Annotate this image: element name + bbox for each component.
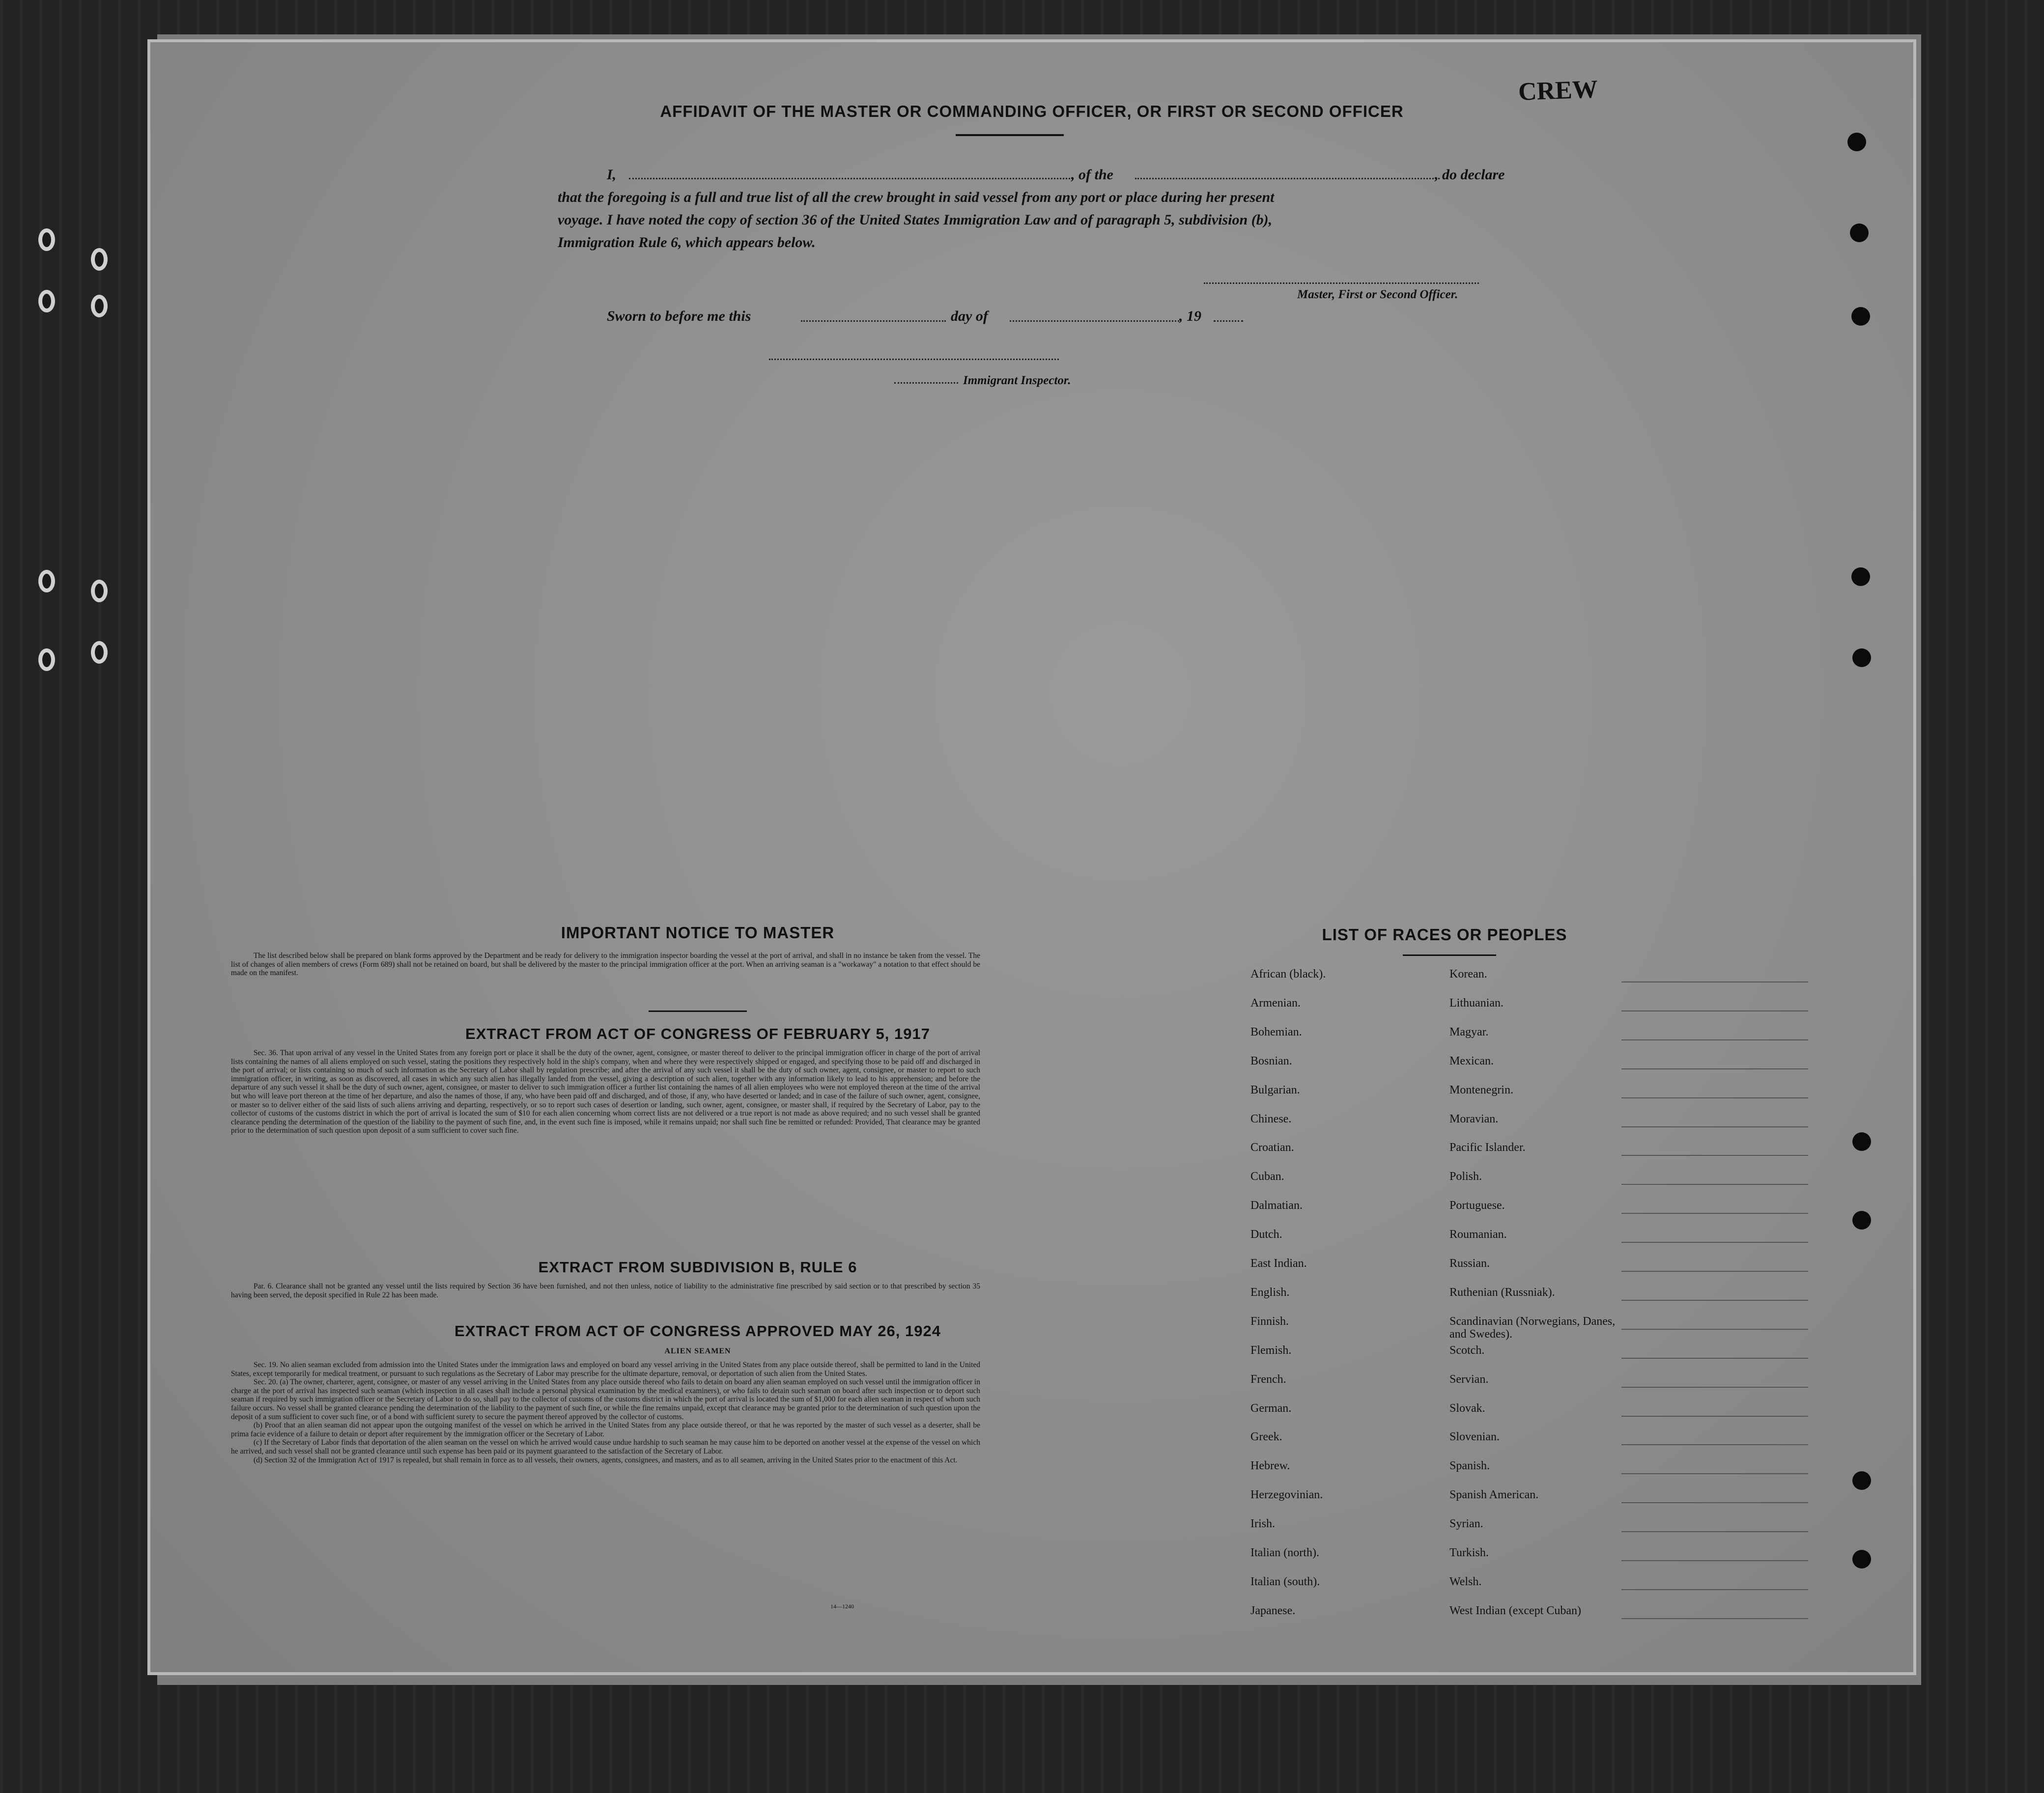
binder-ring-hole — [91, 248, 108, 271]
races-divider — [1403, 954, 1496, 956]
race-item: African (black). — [1250, 968, 1326, 981]
extract-1924-text — [231, 1361, 980, 1464]
affidavit-declare: , do declare — [1435, 167, 1505, 183]
race-item: Spanish. — [1449, 1459, 1490, 1473]
races-title: LIST OF RACES OR PEOPLES — [1322, 925, 1567, 944]
section-20b-paragraph: (b) Proof that an alien seaman did not appear upon the outgoing manifest of the vessel on which he arrived in the United States from any place outside thereof, or that he was reported by the master of such vessel as a deserter, shall be prima facie evidence of a failure to detain or deport after requirement by the immigration officer or the Secretary of Labor. — [231, 1421, 980, 1438]
race-item: Montenegrin. — [1449, 1083, 1513, 1096]
affidavit-line-4: Immigration Rule 6, which appears below. — [558, 234, 816, 251]
race-item: Dalmatian. — [1250, 1199, 1303, 1212]
race-entry-line — [1621, 1589, 1808, 1590]
race-item: Lithuanian. — [1449, 996, 1504, 1009]
race-item: Polish. — [1449, 1170, 1482, 1183]
sworn-text: Sworn to before me this — [607, 308, 751, 324]
race-entry-line — [1621, 1387, 1808, 1388]
race-item: Syrian. — [1449, 1517, 1483, 1531]
section-20c-paragraph: (c) If the Secretary of Labor finds that deportation of the alien seaman on the vessel on which he arrived would cause undue hardship to such seaman he may cause him to be deported on another vessel at the expense of the vessel on which he arrived, and such vessel shall not be granted clearance until such expense has been paid or its payment guaranteed to the satisfaction of the Secretary of Labor. — [231, 1438, 980, 1456]
race-item: Italian (north). — [1250, 1546, 1319, 1559]
alien-seamen-subtitle: ALIEN SEAMEN — [664, 1347, 731, 1355]
race-item: Hebrew. — [1250, 1459, 1290, 1473]
race-item: Armenian. — [1250, 996, 1301, 1009]
title-underline — [956, 134, 1064, 136]
affidavit-line-3: voyage. I have noted the copy of section 36 of the United States Immigration Law and of paragraph 5, subdivision (b), — [558, 212, 1273, 228]
race-item: Spanish American. — [1449, 1488, 1539, 1502]
year-prefix: , 19 — [1179, 308, 1201, 324]
signature-label: Master, First or Second Officer. — [1297, 288, 1458, 301]
race-entry-line — [1621, 1618, 1808, 1619]
binder-ring-hole — [38, 290, 55, 312]
race-entry-line — [1621, 1473, 1808, 1474]
name-blank — [629, 178, 1074, 179]
binder-ring-hole — [38, 228, 55, 251]
affidavit-title: AFFIDAVIT OF THE MASTER OR COMMANDING OFFICER, OR FIRST OR SECOND OFFICER — [660, 102, 1404, 120]
race-entry-line — [1621, 1010, 1808, 1011]
race-item: German. — [1250, 1401, 1292, 1415]
race-item: Dutch. — [1250, 1228, 1282, 1241]
day-of-text: day of — [951, 308, 988, 324]
affidavit-of-the: , of the — [1071, 167, 1113, 183]
punch-hole — [1852, 1211, 1871, 1230]
binder-ring-hole — [38, 648, 55, 671]
race-item: Croatian. — [1250, 1141, 1294, 1154]
sworn-month-blank — [1010, 320, 1179, 322]
race-item: Welsh. — [1449, 1575, 1482, 1588]
race-item: Bohemian. — [1250, 1025, 1302, 1038]
punch-hole — [1851, 567, 1870, 586]
race-entry-line — [1621, 1097, 1808, 1098]
punch-hole — [1847, 133, 1866, 151]
race-entry-line — [1621, 1068, 1808, 1069]
race-entry-line — [1621, 1213, 1808, 1214]
paragraph-6: Par. 6. Clearance shall not be granted any vessel until the lists required by Section 36 have been furnished, and not then unless, notice of liability to the administrative fine prescribed by said section or to that prescribed by section 35 having been served, the deposit specified in Rule 22 has been made. — [231, 1282, 980, 1299]
binder-ring-hole — [91, 641, 108, 664]
race-entry-line — [1621, 1560, 1808, 1561]
race-item: Japanese. — [1250, 1604, 1296, 1617]
year-blank — [1214, 320, 1243, 322]
race-item: West Indian (except Cuban) — [1449, 1604, 1581, 1617]
race-item: Portuguese. — [1449, 1199, 1505, 1212]
punch-hole — [1852, 1550, 1871, 1569]
race-item: Chinese. — [1250, 1112, 1292, 1125]
race-entry-line — [1621, 1242, 1808, 1243]
race-entry-line — [1621, 1039, 1808, 1040]
punch-hole — [1852, 1132, 1871, 1151]
race-entry-line — [1621, 1155, 1808, 1156]
race-item: Bulgarian. — [1250, 1083, 1300, 1096]
inspector-label: Immigrant Inspector. — [963, 374, 1071, 387]
race-item: Turkish. — [1449, 1546, 1489, 1559]
binder-ring-hole — [91, 580, 108, 602]
race-item: Italian (south). — [1250, 1575, 1320, 1588]
race-item: Cuban. — [1250, 1170, 1284, 1183]
affidavit-i: I, — [607, 167, 617, 183]
race-item: Herzegovinian. — [1250, 1488, 1323, 1502]
inspector-signature-line — [769, 359, 1059, 360]
race-item: Magyar. — [1449, 1025, 1489, 1038]
race-entry-line — [1621, 1358, 1808, 1359]
race-entry-line — [1621, 1126, 1808, 1127]
section-19-paragraph: Sec. 19. No alien seaman excluded from admission into the United States under the immigration laws and employed on board any vessel arriving in the United States from any place outside thereof, shall be permitted to land in the United States, except temporarily for medical treatment, or pursuant to such regulations as the Secretary of Labor may prescribe for the ultimate departure, removal, or deportation of such alien from the United States. — [231, 1361, 980, 1378]
race-item: Pacific Islander. — [1449, 1141, 1526, 1154]
race-item: Scandinavian (Norwegians, Danes, and Swedes). — [1449, 1315, 1616, 1341]
punch-hole — [1850, 224, 1869, 242]
race-entry-line — [1621, 1531, 1808, 1532]
punch-hole — [1852, 1471, 1871, 1490]
race-entry-line — [1621, 981, 1808, 982]
race-item: Finnish. — [1250, 1315, 1289, 1328]
race-item: English. — [1250, 1286, 1290, 1299]
race-entry-line — [1621, 1444, 1808, 1445]
section-20a-paragraph: Sec. 20. (a) The owner, charterer, agent, consignee, or master of any vessel arriving in the United States from any place outside thereof who fails to detain on board any alien seaman employed on such vessel until the immigration officer in charge at the port of arrival has inspected such seaman (which inspection in all cases shall include a personal physical examination by the medical examiners), or who fails to detain such seaman on board after such inspection or to deport such seaman if required by such immigration officer or the Secretary of Labor to do so, shall pay to the collector of customs of the customs district in which the port of arrival is located the sum of $1,000 for each alien seaman in respect of whom such failure occurs. No vessel shall be granted clearance pending the determination of the liability to the payment of such fine, or while the fine remains unpaid, except that clearance may be granted prior to the determination of such question upon the deposit of a sum sufficient to cover such fine, or of a bond with sufficient surety to secure the payment thereof approved by the collector of customs. — [231, 1378, 980, 1421]
sworn-day-blank — [801, 320, 946, 322]
affidavit-line-2: that the foregoing is a full and true list of all the crew brought in said vessel from any port or place during her present — [558, 189, 1275, 205]
race-item: Scotch. — [1449, 1344, 1485, 1357]
race-item: Roumanian. — [1449, 1228, 1507, 1241]
race-item: Moravian. — [1449, 1112, 1499, 1125]
form-number: 14—1240 — [830, 1603, 854, 1610]
notice-text — [231, 952, 980, 978]
binder-ring-hole — [91, 295, 108, 317]
race-item: Bosnian. — [1250, 1054, 1292, 1067]
crew-stamp: CREW — [1518, 75, 1598, 106]
binder-ring-hole — [38, 570, 55, 592]
race-entry-line — [1621, 1416, 1808, 1417]
section-36-paragraph: Sec. 36. That upon arrival of any vessel in the United States from any foreign port or place it shall be the duty of the owner, agent, consignee, or master thereof to deliver to the principal immigration officer in charge of the port of arrival lists containing the names of all aliens employed on such vessel, stating the positions they respectively hold in the ship's company, when and where they were respectively shipped or engaged, and specifying those to be paid off and discharged in the port of arrival; or lists containing so much of such information as the Secretary of Labor shall by regulation prescribe; and after the arrival of any such vessel it shall be the duty of such owner, agent, consignee, or master to report to such immigration officer, in writing, as soon as discovered, all cases in which any such alien has illegally landed from the vessel, giving a description of such alien, together with any information likely to lead to his apprehension; and before the departure of any such vessel it shall be the duty of such owner, agent, consignee, or master to deliver to such immigration officer a further list containing the names of all alien employees who were not employed thereon at the time of the arrival but who will leave port thereon at the time of her departure, and also the names of those, if any, who have been paid off and discharged, and of those, if any, who have deserted or landed; and in case of the failure of such owner, agent, consignee, or master so to deliver either of the said lists of such aliens arriving and departing, respectively, or so to report such cases of desertion or landing, such owner, agent, consignee, or master shall, if required by the Secretary of Labor, pay to the collector of customs of the customs district in which the port of arrival is located the sum of $10 for each alien concerning whom correct lists are not delivered or a true report is not made as above required; and no such vessel shall be granted clearance pending the determination of the question of the liability to the payment of such fine, and, in the event such fine is imposed, while it remains unpaid; nor shall such fine be remitted or refunded: Provided, That clearance may be granted prior to the determination of such question upon deposit of a sum sufficient to cover such fine. — [231, 1049, 980, 1135]
divider — [649, 1010, 747, 1012]
punch-hole — [1851, 307, 1870, 326]
race-item: Mexican. — [1449, 1054, 1494, 1067]
extract-1924-title: EXTRACT FROM ACT OF CONGRESS APPROVED MAY 26, 1924 — [454, 1322, 941, 1340]
race-entry-line — [1621, 1184, 1808, 1185]
race-entry-line — [1621, 1300, 1808, 1301]
race-entry-line — [1621, 1271, 1808, 1272]
subdivision-text — [231, 1282, 980, 1299]
race-item: Russian. — [1449, 1257, 1490, 1270]
race-item: Greek. — [1250, 1430, 1282, 1444]
race-entry-line — [1621, 1502, 1808, 1503]
race-item: French. — [1250, 1373, 1286, 1386]
race-item: East Indian. — [1250, 1257, 1307, 1270]
notice-paragraph: The list described below shall be prepared on blank forms approved by the Department and be ready for delivery to the immigration inspector boarding the vessel at the port of arrival, and shall in no instance be taken from the vessel. The list of changes of alien members of crews (Form 689) shall not be retained on board, but shall be delivered by the master to the principal immigration officer at the port. When an arriving seaman is a "workaway" a notation to that effect should be made on the manifest. — [231, 952, 980, 978]
vessel-blank — [1135, 178, 1440, 179]
race-item: Servian. — [1449, 1373, 1489, 1386]
affidavit-line-1 — [607, 164, 616, 186]
extract-1917-text — [231, 1049, 980, 1135]
race-item: Slovenian. — [1449, 1430, 1500, 1444]
race-item: Irish. — [1250, 1517, 1275, 1531]
race-item: Korean. — [1449, 968, 1487, 981]
notice-title: IMPORTANT NOTICE TO MASTER — [561, 924, 835, 942]
document-page — [147, 39, 1916, 1675]
extract-1917-title: EXTRACT FROM ACT OF CONGRESS OF FEBRUARY 5, 1917 — [465, 1025, 930, 1042]
section-20d-paragraph: (d) Section 32 of the Immigration Act of 1917 is repealed, but shall remain in force as to all vessels, their owners, agents, consignees, and masters, and as to all seamen, arriving in the United States prior to the enactment of this Act. — [254, 1456, 958, 1464]
race-entry-line — [1621, 1329, 1808, 1330]
race-item: Flemish. — [1250, 1344, 1292, 1357]
race-item: Slovak. — [1449, 1401, 1485, 1415]
punch-hole — [1852, 648, 1871, 667]
inspector-dots — [894, 382, 958, 384]
subdivision-title: EXTRACT FROM SUBDIVISION B, RULE 6 — [538, 1259, 857, 1276]
race-item: Ruthenian (Russniak). — [1449, 1286, 1555, 1299]
